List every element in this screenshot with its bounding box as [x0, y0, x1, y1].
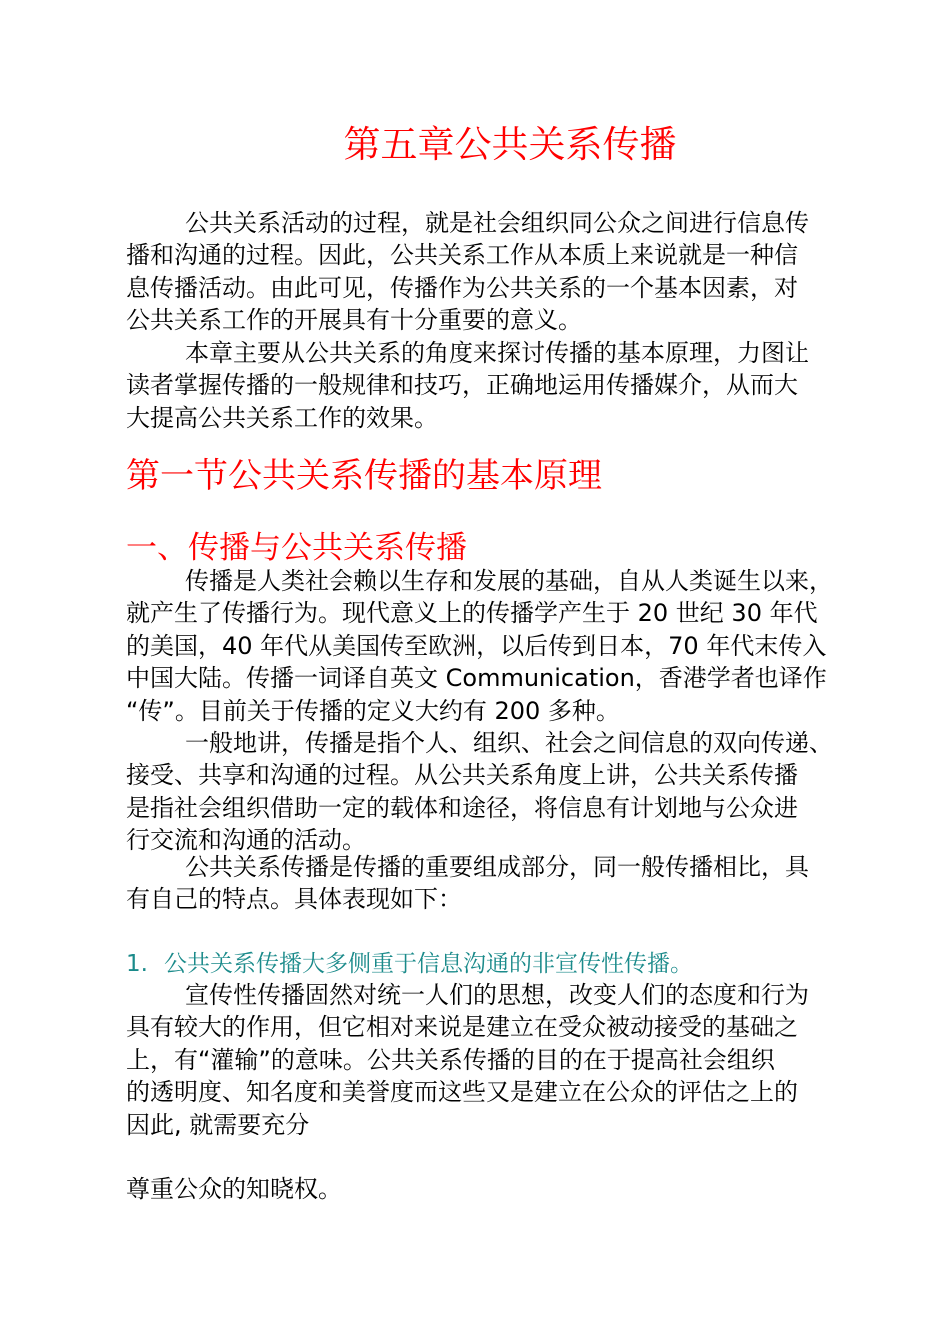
- paragraph-line: 宣传性传播固然对统一人们的思想，改变人们的态度和行为: [185, 981, 809, 1009]
- subsection-paragraph-2: [126, 727, 894, 857]
- paragraph-line: 的透明度、知名度和美誉度而这些又是建立在公众的评估之上的: [126, 1078, 798, 1107]
- paragraph-line: 具有较大的作用，但它相对来说是建立在受众被动接受的基础之: [126, 1013, 798, 1042]
- paragraph-line: 有自己的特点。具体表现如下：: [126, 885, 462, 914]
- paragraph-line: 一般地讲，传播是指个人、组织、社会之间信息的双向传递、: [185, 729, 833, 757]
- paragraph-line: 传播是人类社会赖以生存和发展的基础，自从人类诞生以来，: [185, 567, 833, 595]
- paragraph-line: 因此, 就需要充分: [126, 1110, 310, 1139]
- paragraph-line: 是指社会组织借助一定的载体和途径，将信息有计划地与公众进: [126, 793, 798, 822]
- paragraph-line: 本章主要从公共关系的角度来探讨传播的基本原理，力图让: [185, 339, 809, 367]
- paragraph-line: 公共关系工作的开展具有十分重要的意义。: [126, 306, 582, 335]
- paragraph-line: 读者掌握传播的一般规律和技巧，正确地运用传播媒介，从而大: [126, 371, 798, 400]
- point-title: 公共关系传播大多侧重于信息沟通的非宣传性传播。: [164, 951, 693, 977]
- subsection-title: 一、传播与公共关系传播: [126, 530, 467, 566]
- point-heading: [126, 949, 693, 979]
- subsection-paragraph-1: [126, 565, 894, 727]
- paragraph-line: 公共关系活动的过程，就是社会组织同公众之间进行信息传: [185, 209, 809, 237]
- subsection-paragraph-3: [126, 851, 894, 916]
- paragraph-tail: 尊重公众的知晓权。: [126, 1175, 342, 1203]
- paragraph-line: 大提高公共关系工作的效果。: [126, 403, 438, 432]
- paragraph-line: 播和沟通的过程。因此，公共关系工作从本质上来说就是一种信: [126, 241, 798, 270]
- paragraph-line: 中国大陆。传播一词译自英文 Communication，香港学者也译作: [126, 664, 827, 693]
- paragraph-line: 接受、共享和沟通的过程。从公共关系角度上讲，公共关系传播: [126, 761, 798, 790]
- paragraph-line: 上，有“灌输”的意味。公共关系传播的目的在于提高社会组织: [126, 1045, 775, 1074]
- paragraph-line: 息传播活动。由此可见，传播作为公共关系的一个基本因素，对: [126, 273, 798, 302]
- point-paragraph-1: [126, 979, 894, 1141]
- paragraph-line: 的美国，40 年代从美国传至欧洲，以后传到日本，70 年代末传入: [126, 631, 827, 660]
- paragraph-line: 就产生了传播行为。现代意义上的传播学产生于 20 世纪 30 年代: [126, 599, 818, 628]
- point-number: 1.: [126, 951, 148, 977]
- intro-paragraph-1: [126, 207, 894, 337]
- intro-paragraph-2: [126, 337, 894, 434]
- paragraph-line: 行交流和沟通的活动。: [126, 826, 366, 855]
- chapter-title: 第五章公共关系传播: [343, 123, 677, 166]
- paragraph-line: 公共关系传播是传播的重要组成部分，同一般传播相比，具: [185, 853, 809, 881]
- section-title: 第一节公共关系传播的基本原理: [126, 456, 602, 496]
- paragraph-line: “传”。目前关于传播的定义大约有 200 多种。: [126, 696, 620, 725]
